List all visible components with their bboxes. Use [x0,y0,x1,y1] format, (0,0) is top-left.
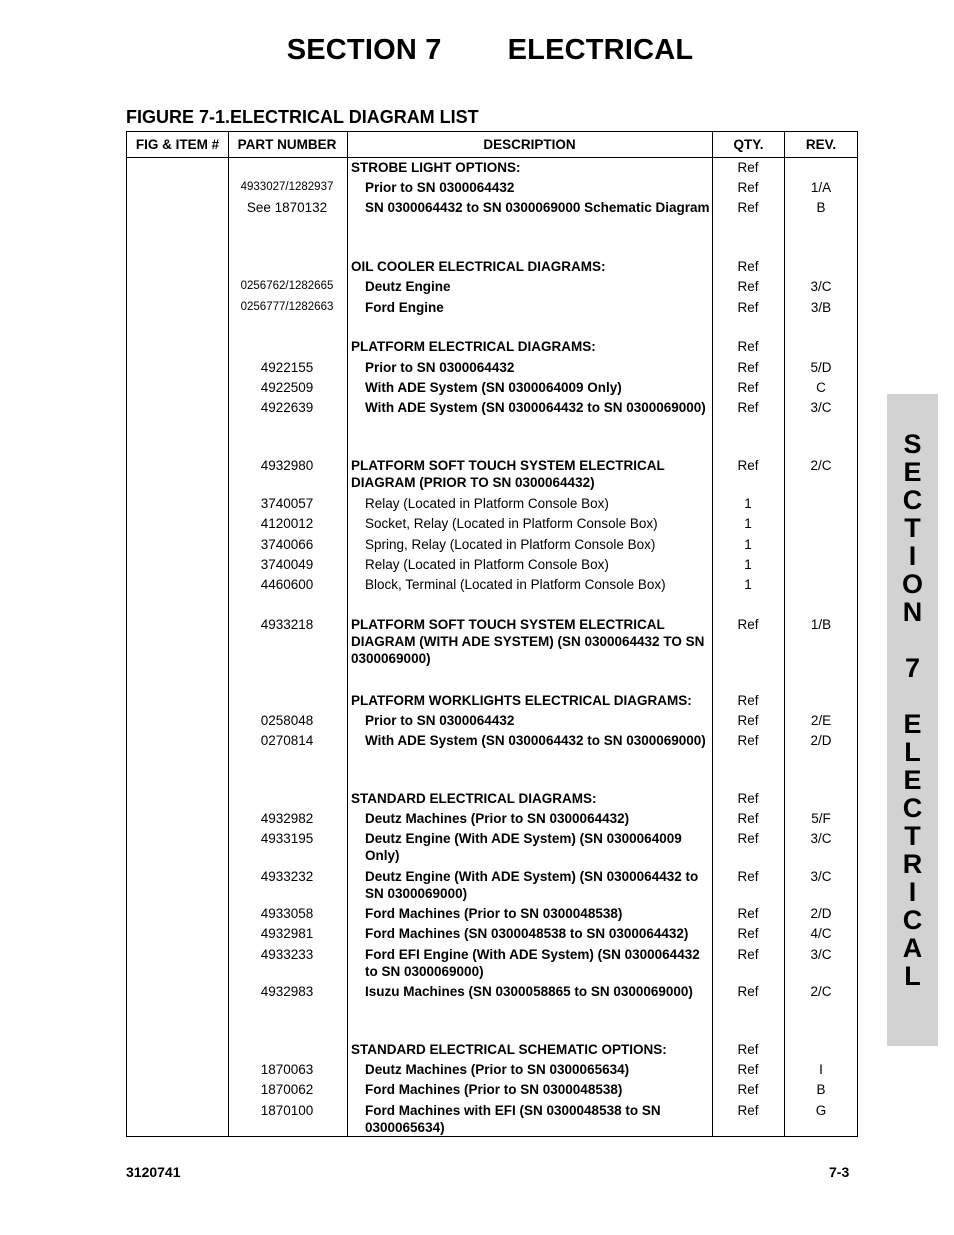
description-cell: Deutz Engine (With ADE System) (SN 0300064009 Only) [365,831,682,863]
qty-cell: Ref [737,984,759,999]
part-number-cell: 4460600 [260,577,314,592]
part-number-cell: 4932982 [260,811,314,826]
qty-cell: Ref [737,360,759,375]
side-tab-letter: R [902,849,923,879]
part-number-cell: 4932983 [260,984,314,999]
description-cell: Prior to SN 0300064432 [365,713,515,728]
description-cell: Relay (Located in Platform Console Box) [365,557,609,572]
rev-cell: 5/F [811,811,831,826]
figure-title: FIGURE 7-1.ELECTRICAL DIAGRAM LIST [126,107,479,127]
rev-cell: 5/D [810,360,832,375]
section-title: SECTION 7 ELECTRICAL [286,34,694,66]
rev-cell: B [816,200,826,215]
header-qty: QTY. [733,137,764,152]
qty-cell: Ref [737,380,759,395]
qty-cell: Ref [737,400,759,415]
description-cell: Isuzu Machines (SN 0300058865 to SN 0300069000) [365,984,693,999]
description-cell: PLATFORM SOFT TOUCH SYSTEM ELECTRICAL DIAGRAM (WITH ADE SYSTEM) (SN 0300064432 TO SN 0300069000) [351,617,705,666]
side-tab-letter: A [902,933,923,963]
header-rev: REV. [805,137,837,152]
qty-cell: Ref [737,926,759,941]
description-cell: Ford Machines (Prior to SN 0300048538) [365,1082,623,1097]
part-number-cell: 4932980 [260,458,314,473]
qty-cell: Ref [737,617,759,632]
qty-cell: Ref [737,1062,759,1077]
qty-cell: Ref [737,279,759,294]
qty-cell: Ref [737,831,759,846]
description-cell: OIL COOLER ELECTRICAL DIAGRAMS: [351,259,606,274]
qty-cell: 1 [744,537,752,552]
side-tab-letter: E [903,457,922,487]
part-number-cell: 3740066 [260,537,314,552]
header-fig-item: FIG & ITEM # [135,137,220,152]
part-number-cell: 4933233 [260,947,314,962]
part-number-cell: 4922155 [260,360,314,375]
description-cell: Block, Terminal (Located in Platform Console Box) [365,577,666,592]
rev-cell: 3/C [810,947,832,962]
description-cell: Deutz Machines (Prior to SN 0300065634) [365,1062,630,1077]
qty-cell: Ref [737,259,759,274]
qty-cell: Ref [737,458,759,473]
qty-cell: Ref [737,906,759,921]
rev-cell: 2/E [810,713,832,728]
footer-document-number: 3120741 [126,1164,181,1180]
part-number-cell: 4922509 [260,380,314,395]
description-cell: Ford Machines (Prior to SN 0300048538) [365,906,623,921]
side-tab-letter: T [904,513,921,543]
description-cell: Ford EFI Engine (With ADE System) (SN 0300064432 to SN 0300069000) [365,947,700,979]
footer-page-number: 7-3 [829,1164,850,1180]
section-side-tab [887,394,938,1046]
qty-cell: Ref [737,160,759,175]
parts-table [126,131,858,1137]
description-cell: Deutz Machines (Prior to SN 0300064432) [365,811,630,826]
header-description: DESCRIPTION [483,137,576,152]
part-number-cell: 0256762/1282665 [240,280,334,292]
description-cell: Prior to SN 0300064432 [365,360,515,375]
qty-cell: Ref [737,733,759,748]
rev-cell: 3/C [810,831,832,846]
rev-cell: 3/B [810,300,832,315]
description-cell: PLATFORM WORKLIGHTS ELECTRICAL DIAGRAMS: [351,693,692,708]
table-header [127,132,857,158]
description-cell: STANDARD ELECTRICAL SCHEMATIC OPTIONS: [351,1042,667,1057]
side-tab-letter: C [902,793,923,823]
description-cell: Relay (Located in Platform Console Box) [365,496,609,511]
header-part-number: PART NUMBER [237,137,337,152]
qty-cell: Ref [737,1103,759,1118]
side-tab-letter: I [908,877,917,907]
rev-cell: 1/B [810,617,832,632]
description-cell: PLATFORM ELECTRICAL DIAGRAMS: [351,339,596,354]
side-tab-letter: C [902,485,923,515]
part-number-cell: 4933218 [260,617,314,632]
part-number-cell: 4933232 [260,869,314,884]
side-tab-letter: 7 [904,653,921,683]
description-cell: PLATFORM SOFT TOUCH SYSTEM ELECTRICAL DIAGRAM (PRIOR TO SN 0300064432) [351,458,665,490]
rev-cell: 2/D [810,906,832,921]
qty-cell: Ref [737,947,759,962]
part-number-cell: 4933195 [260,831,314,846]
part-number-cell: 4933027/1282937 [240,181,334,193]
rev-cell: 3/C [810,400,832,415]
side-tab-letter: L [904,961,921,991]
part-number-cell: See 1870132 [246,200,328,215]
qty-cell: Ref [737,1042,759,1057]
part-number-cell: 1870063 [260,1062,314,1077]
rev-cell: 3/C [810,869,832,884]
side-tab-letter: I [908,541,917,571]
description-cell: Socket, Relay (Located in Platform Console Box) [365,516,658,531]
qty-cell: Ref [737,1082,759,1097]
qty-cell: 1 [744,516,752,531]
part-number-cell: 4922639 [260,400,314,415]
side-tab-letter: E [903,765,922,795]
part-number-cell: 0256777/1282663 [240,301,334,313]
part-number-cell: 1870100 [260,1103,314,1118]
qty-cell: Ref [737,869,759,884]
qty-cell: 1 [744,496,752,511]
description-cell: With ADE System (SN 0300064432 to SN 0300069000) [365,400,706,415]
qty-cell: 1 [744,577,752,592]
qty-cell: Ref [737,811,759,826]
part-number-cell: 3740057 [260,496,314,511]
part-number-cell: 4120012 [260,516,314,531]
description-cell: With ADE System (SN 0300064432 to SN 0300069000) [365,733,706,748]
qty-cell: Ref [737,693,759,708]
rev-cell: G [815,1103,827,1118]
qty-cell: Ref [737,200,759,215]
rev-cell: C [816,380,826,395]
side-tab-letter: O [901,569,923,599]
rev-cell: 2/D [810,733,832,748]
rev-cell: 2/C [810,984,832,999]
part-number-cell: 4932981 [260,926,314,941]
rev-cell: B [816,1082,826,1097]
part-number-cell: 0258048 [260,713,314,728]
description-cell: STANDARD ELECTRICAL DIAGRAMS: [351,791,597,806]
rev-cell: 3/C [810,279,832,294]
qty-cell: Ref [737,791,759,806]
part-number-cell: 0270814 [260,733,314,748]
description-cell: SN 0300064432 to SN 0300069000 Schematic Diagram [365,200,710,215]
description-cell: Deutz Engine [365,279,451,294]
qty-cell: 1 [744,557,752,572]
description-cell: Deutz Engine (With ADE System) (SN 0300064432 to SN 0300069000) [365,869,699,901]
description-cell: STROBE LIGHT OPTIONS: [351,160,521,175]
qty-cell: Ref [737,713,759,728]
side-tab-letter: S [903,429,922,459]
qty-cell: Ref [737,180,759,195]
side-tab-letter: N [902,597,923,627]
description-cell: Prior to SN 0300064432 [365,180,515,195]
qty-cell: Ref [737,339,759,354]
rev-cell: 4/C [810,926,832,941]
description-cell: Ford Machines (SN 0300048538 to SN 0300064432) [365,926,689,941]
description-cell: Ford Machines with EFI (SN 0300048538 to SN 0300065634) [365,1103,661,1135]
part-number-cell: 4933058 [260,906,314,921]
side-tab-letter: C [902,905,923,935]
side-tab-letter: E [903,709,922,739]
side-tab-letter: L [904,737,921,767]
side-tab-letter: T [904,821,921,851]
rev-cell: 1/A [810,180,832,195]
description-cell: With ADE System (SN 0300064009 Only) [365,380,622,395]
rev-cell: I [819,1062,823,1077]
qty-cell: Ref [737,300,759,315]
description-cell: Spring, Relay (Located in Platform Console Box) [365,537,656,552]
part-number-cell: 1870062 [260,1082,314,1097]
part-number-cell: 3740049 [260,557,314,572]
column-divider [347,132,348,1136]
description-cell: Ford Engine [365,300,444,315]
rev-cell: 2/C [810,458,832,473]
